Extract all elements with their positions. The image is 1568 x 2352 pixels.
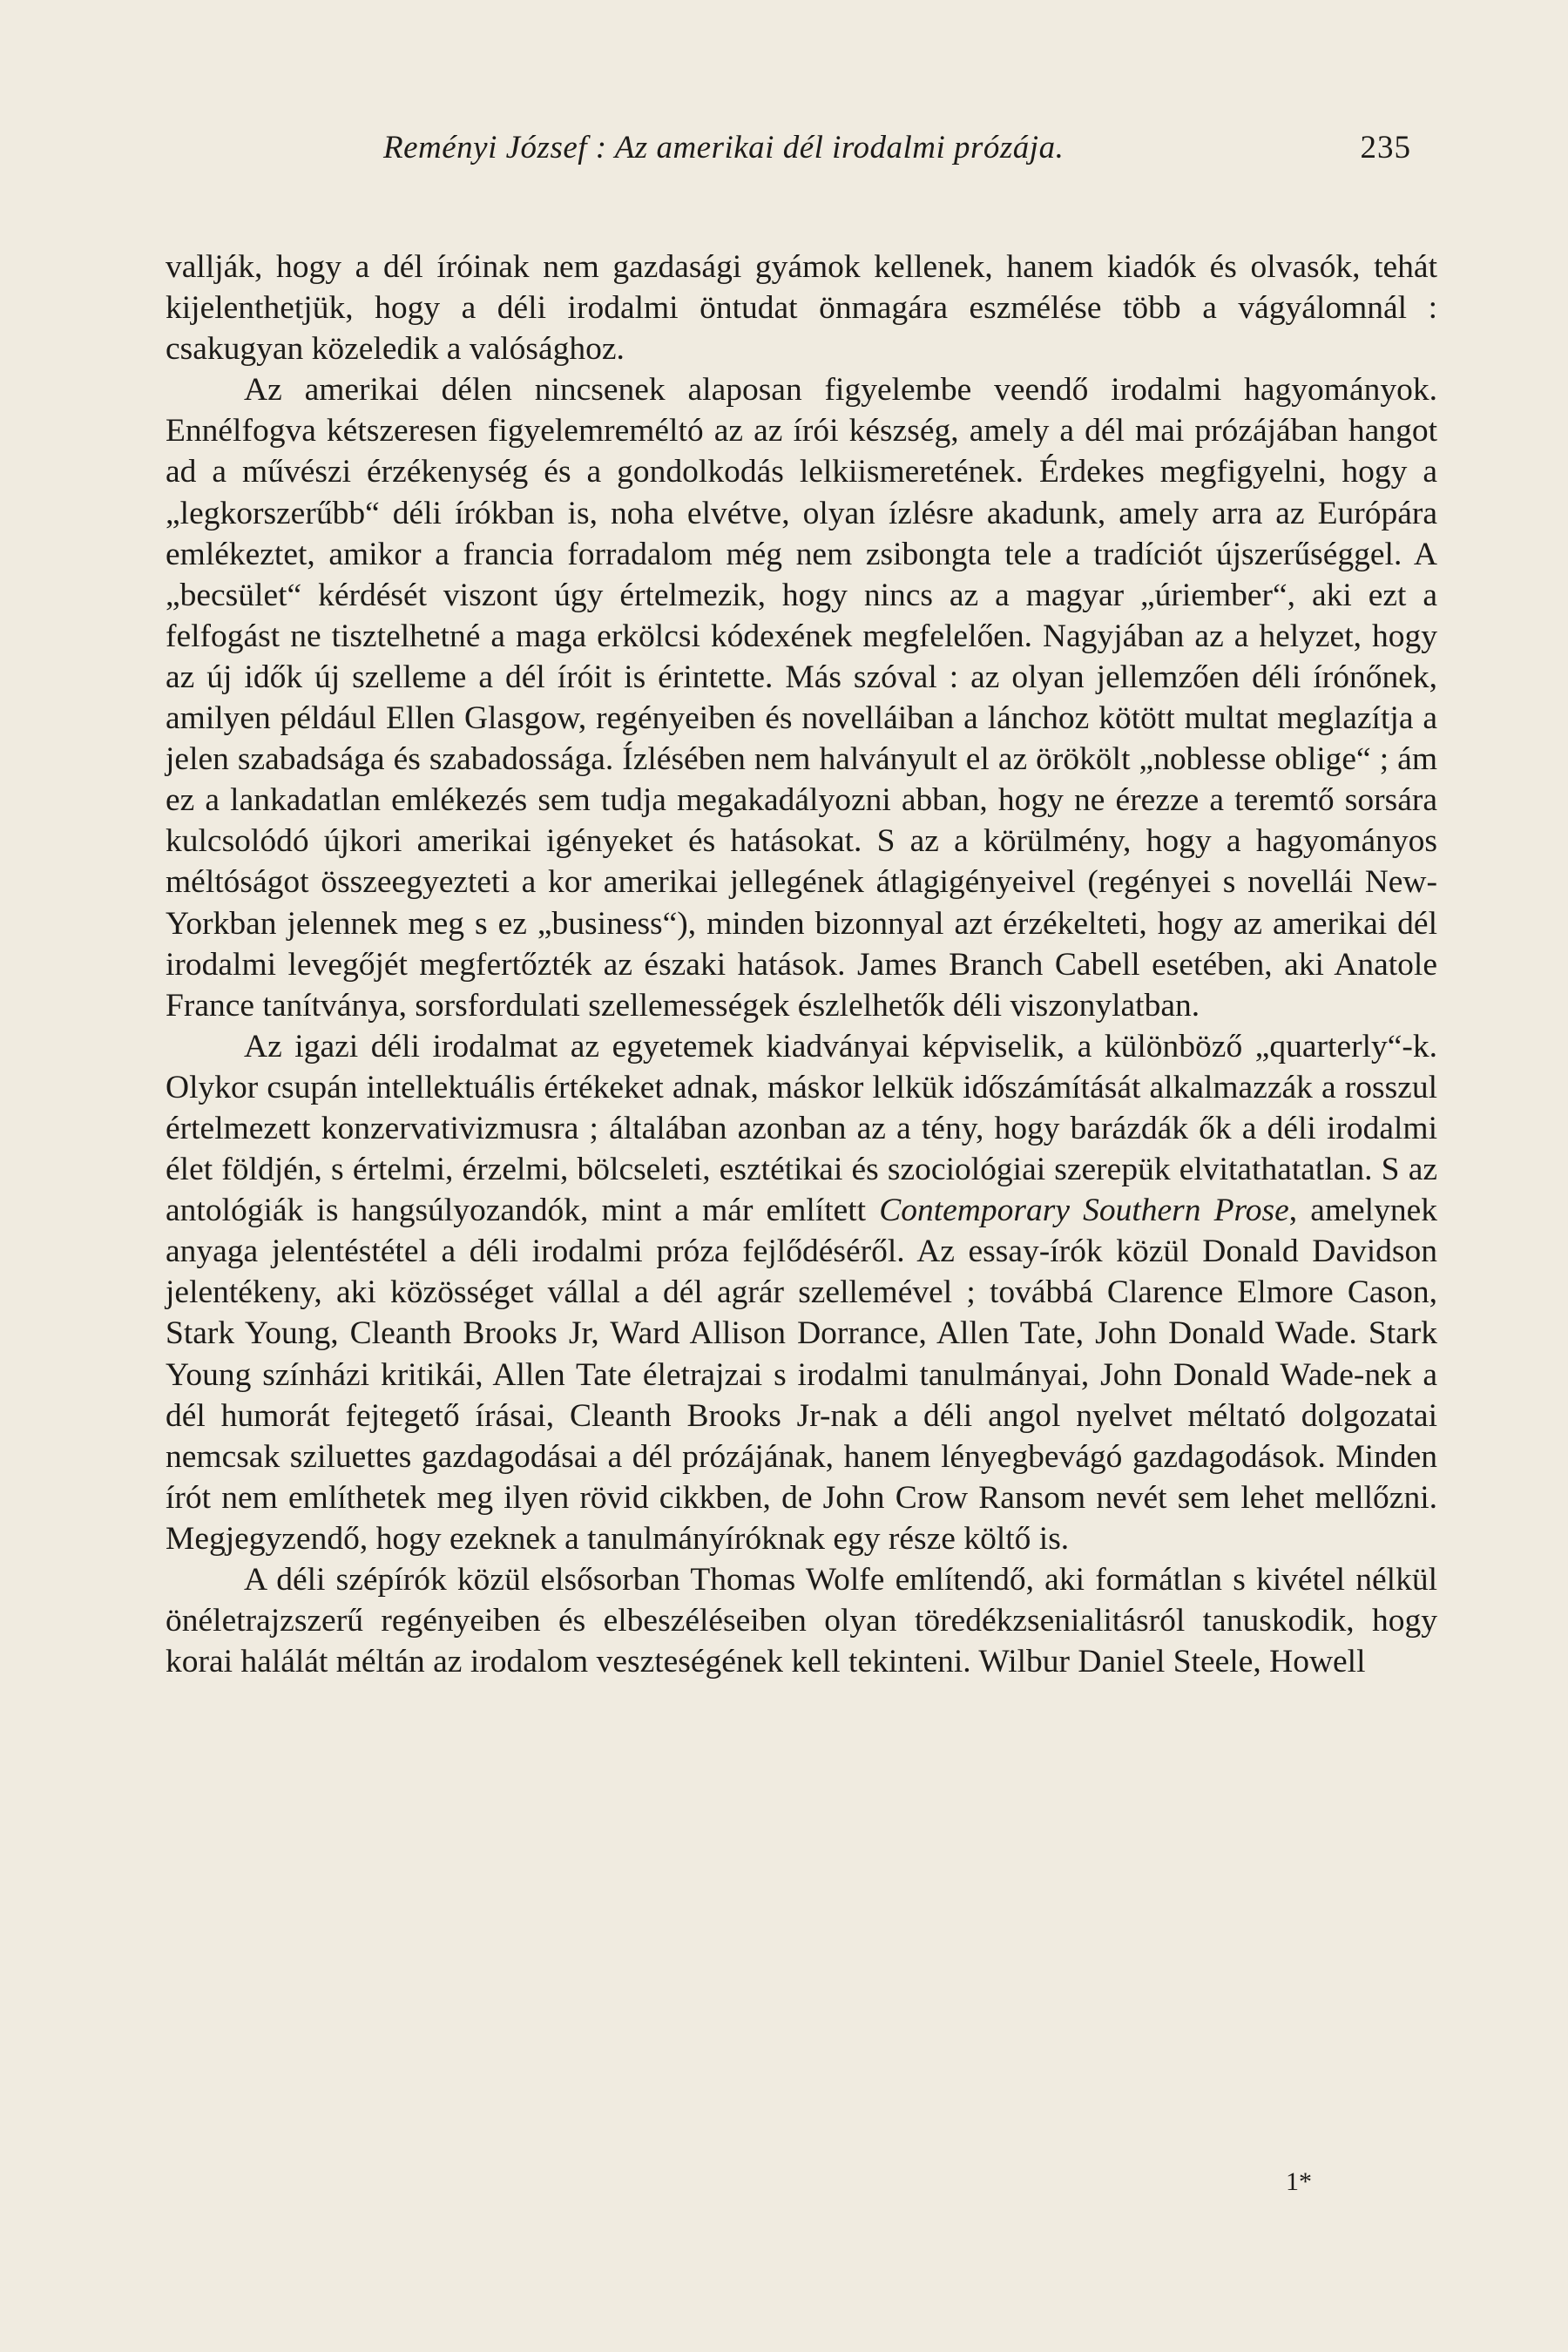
page-number: 235 bbox=[1360, 130, 1411, 166]
paragraph-4-text: A déli szépírók közül elsősorban Thomas Wolfe említendő, aki formátlan s kivétel nélkül önéletrajzszerű regényeiben és elbeszéléseiben olyan töredékzsenialitásról tanuskodik, hogy korai halálát méltán az irodalom veszteségének kell tekinteni. Wilbur Daniel Steele, Howell bbox=[166, 1562, 1437, 1680]
paragraph-3 bbox=[166, 1026, 1437, 1559]
paragraph-1-text: vallják, hogy a dél íróinak nem gazdasági gyámok kellenek, hanem kiadók és olvasók, tehát kijelenthetjük, hogy a déli irodalmi öntudat önmagára eszmélése több a vágyálomnál : csakugyan közeledik a valósághoz. bbox=[166, 249, 1437, 368]
paragraph-2 bbox=[166, 369, 1437, 1026]
body-text bbox=[166, 247, 1437, 1682]
paragraph-3-text-b: , amelynek anyaga jelentéstétel a déli irodalmi próza fejlődéséről. Az essay-írók közül Donald Davidson jelentékeny, aki közösséget vállal a dél agrár szellemével ; továbbá Clarence Elmore Cason, Stark Young, Cleanth Brooks Jr, Ward Allison Dorrance, Allen Tate, John Donald Wade. Stark Young színházi kritikái, Allen Tate életrajzai s irodalmi tanulmányai, John Donald Wade-nek a dél humorát fejtegető írásai, Cleanth Brooks Jr-nak a déli angol nyelvet méltató dolgozatai nemcsak sziluettes gazdagodásai a dél prózájának, hanem lényegbevágó gazdagodások. Minden írót nem említhetek meg ilyen rövid cikkben, de John Crow Ransom nevét sem lehet mellőzni. Megjegyzendő, hogy ezeknek a tanulmányíróknak egy része költő is. bbox=[166, 1193, 1437, 1557]
paragraph-2-text: Az amerikai délen nincsenek alaposan figyelembe veendő irodalmi hagyományok. Ennélfogva kétszeresen figyelemreméltó az az írói készség, amely a dél mai prózájában hangot ad a művészi érzékenység és a gondolkodás lelkiismeretének. Érdekes megfigyelni, hogy a „legkorszerűbb“ déli írókban is, noha elvétve, olyan ízlésre akadunk, amely arra az Európára emlékeztet, amikor a francia forradalom még nem zsibongta tele a tradíciót újszerűséggel. A „becsület“ kérdését viszont úgy értelmezik, hogy nincs az a magyar „úriember“, aki ezt a felfogást ne tisztelhetné a maga erkölcsi kódexének megfelelően. Nagyjában az a helyzet, hogy az új idők új szelleme a dél íróit is érintette. Más szóval : az olyan jellemzően déli írónőnek, amilyen például Ellen Glasgow, regényeiben és novelláiban a lánchoz kötött multat meglazítja a jelen szabadsága és szabadossága. Ízlésében nem halványult el az örökölt „noblesse oblige“ ; ám ez a lankadatlan emlékezés sem tudja megakadályozni abban, hogy ne érezze a teremtő sorsára kulcsolódó újkori amerikai igényeket és hatásokat. S az a körülmény, hogy a hagyományos méltóságot összeegyezteti a kor amerikai jellegének átlagigényeivel (regényei s novellái New-Yorkban jelennek meg s ez „business“), minden bizonnyal azt érzékelteti, hogy az amerikai dél irodalmi levegőjét megfertőzték az északi hatások. James Branch Cabell esetében, aki Anatole France tanítványa, sorsfordulati szellemességek észlelhetők déli viszonylatban. bbox=[166, 372, 1437, 1024]
paragraph-3-text-a: Az igazi déli irodalmat az egyetemek kiadványai képviselik, a különböző „quarterly“-k. Olykor csupán intellektuális értékeket adnak, máskor lelkük időszámítását alkalmazzák a rosszul értelmezett konzervativizmusra ; általában azonban az a tény, hogy barázdák ők a déli irodalmi élet földjén, s értelmi, érzelmi, bölcseleti, esztétikai és szociológiai szerepük elvitathatatlan. S az antológiák is hangsúlyozandók, mint a már említett bbox=[166, 1028, 1437, 1229]
running-title: Reményi József : Az amerikai dél irodalmi prózája. bbox=[383, 130, 1064, 166]
running-head bbox=[383, 129, 1429, 178]
signature-mark: 1* bbox=[1286, 2167, 1312, 2196]
paragraph-1 bbox=[166, 247, 1437, 369]
book-title-contemporary-southern-prose: Contemporary Southern Prose bbox=[879, 1193, 1289, 1229]
paragraph-4 bbox=[166, 1559, 1437, 1682]
